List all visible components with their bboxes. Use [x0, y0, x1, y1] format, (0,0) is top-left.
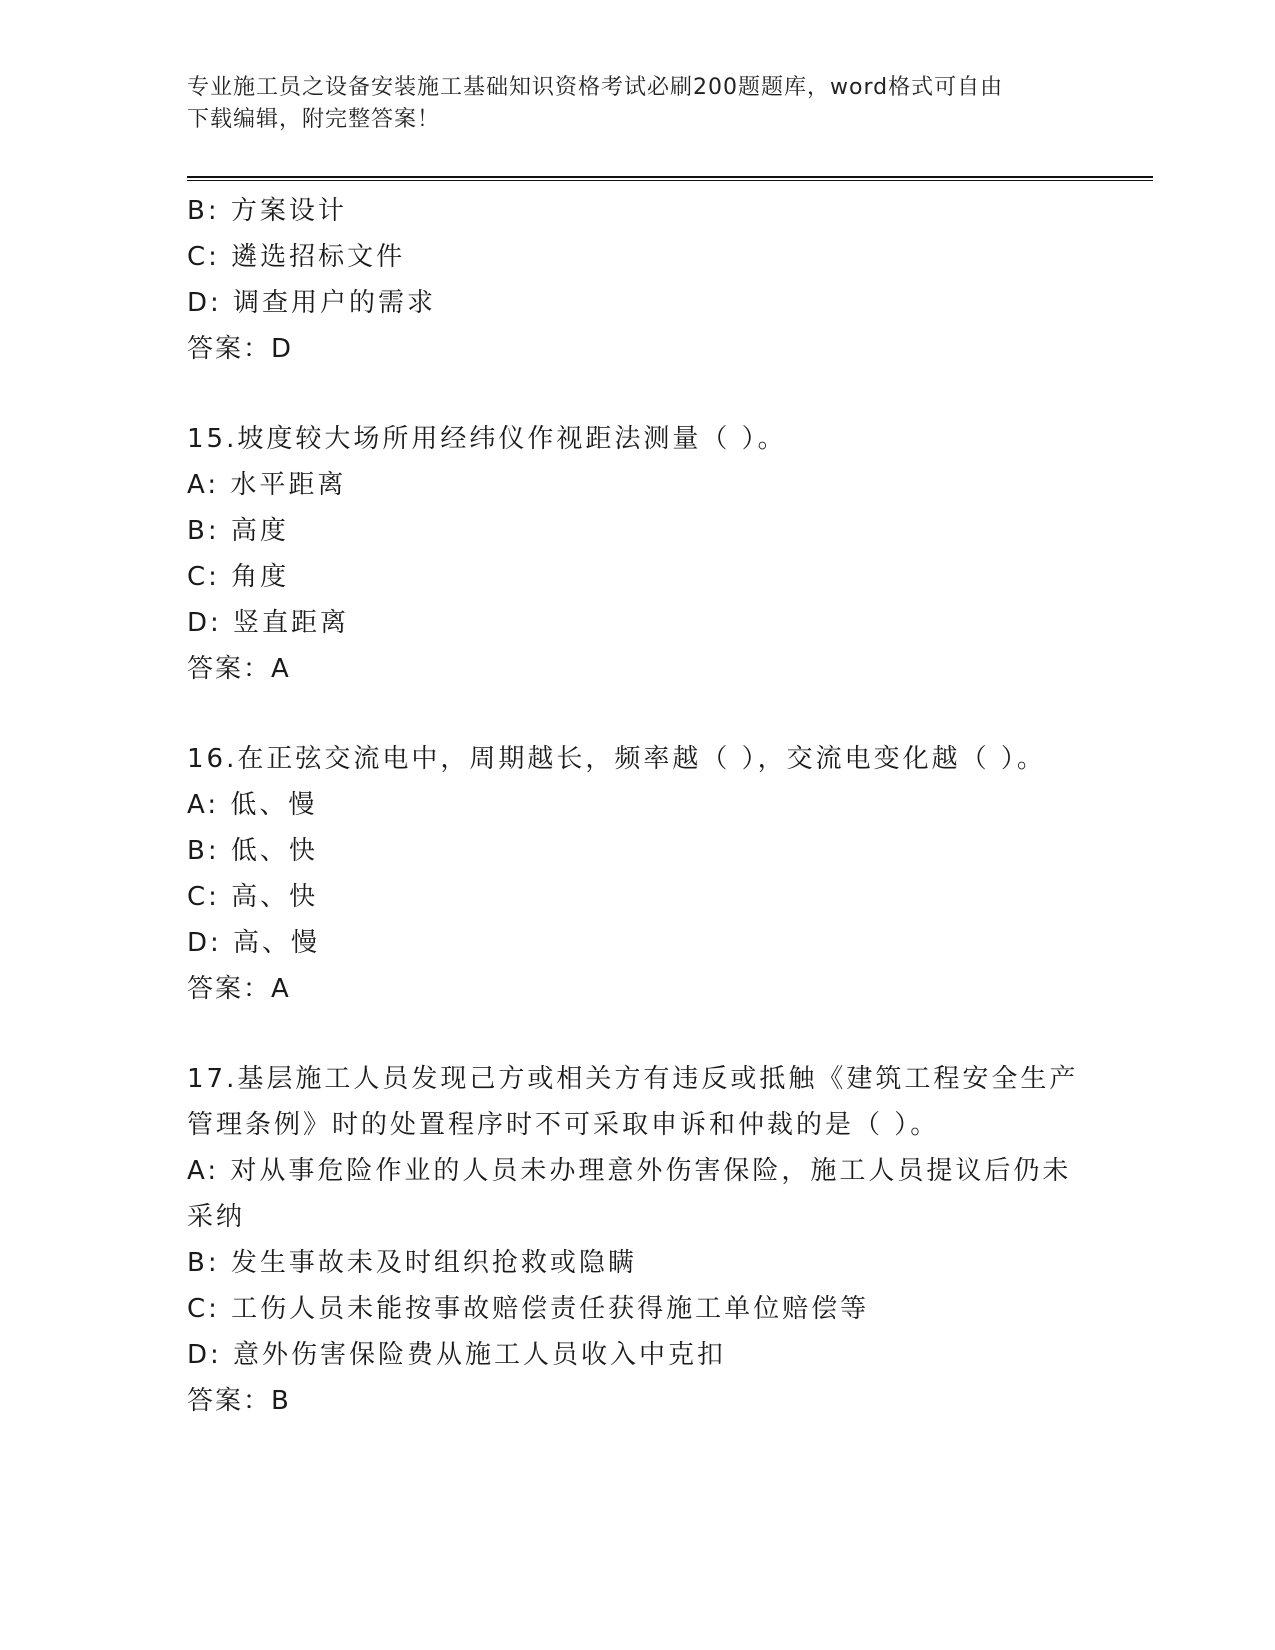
option-b: B: 方案设计	[187, 196, 347, 226]
question-text: 16.在正弦交流电中，周期越长，频率越（ ），交流电变化越（ ）。	[187, 744, 1046, 774]
spacer	[187, 692, 1087, 736]
question-16	[187, 736, 1087, 1012]
question-15	[187, 416, 1087, 692]
option-b: B: 低、快	[187, 836, 318, 866]
option-d: D: 竖直距离	[187, 608, 350, 638]
option-b: B: 发生事故未及时组织抢救或隐瞒	[187, 1248, 637, 1278]
answer: 答案：D	[187, 334, 294, 364]
question-17	[187, 1056, 1087, 1424]
header-line-2: 下载编辑，附完整答案！	[187, 107, 441, 132]
option-c: C: 高、快	[187, 882, 319, 912]
option-a: A: 低、慢	[187, 790, 318, 820]
option-c: C: 遴选招标文件	[187, 242, 406, 272]
option-d: D: 调查用户的需求	[187, 288, 437, 318]
option-c: C: 角度	[187, 562, 290, 592]
document-header	[187, 72, 1067, 136]
question-text-line-1: 17.基层施工人员发现己方或相关方有违反或抵触《建筑工程安全生产	[187, 1064, 1079, 1094]
spacer	[187, 372, 1087, 416]
spacer	[187, 1012, 1087, 1056]
answer: 答案：A	[187, 654, 291, 684]
option-a: A: 对从事危险作业的人员未办理意外伤害保险，施工人员提议后仍未	[187, 1156, 1072, 1186]
question-text: 15.坡度较大场所用经纬仪作视距法测量（ ）。	[187, 424, 787, 454]
option-d: D: 高、慢	[187, 928, 321, 958]
question-text-line-2: 管理条例》时的处置程序时不可采取申诉和仲裁的是（ ）。	[187, 1110, 940, 1140]
question-list	[187, 188, 1087, 1424]
prev-question-block	[187, 188, 1087, 372]
option-d: D: 意外伤害保险费从施工人员收入中克扣	[187, 1340, 727, 1370]
option-a: A: 水平距离	[187, 470, 347, 500]
header-line-1: 专业施工员之设备安装施工基础知识资格考试必刷200题题库，word格式可自由	[187, 75, 1004, 100]
option-c: C: 工伤人员未能按事故赔偿责任获得施工单位赔偿等	[187, 1294, 870, 1324]
header-divider	[187, 176, 1153, 181]
answer: 答案：B	[187, 1386, 291, 1416]
option-a-continued: 采纳	[187, 1202, 246, 1232]
option-b: B: 高度	[187, 516, 289, 546]
answer: 答案：A	[187, 974, 291, 1004]
